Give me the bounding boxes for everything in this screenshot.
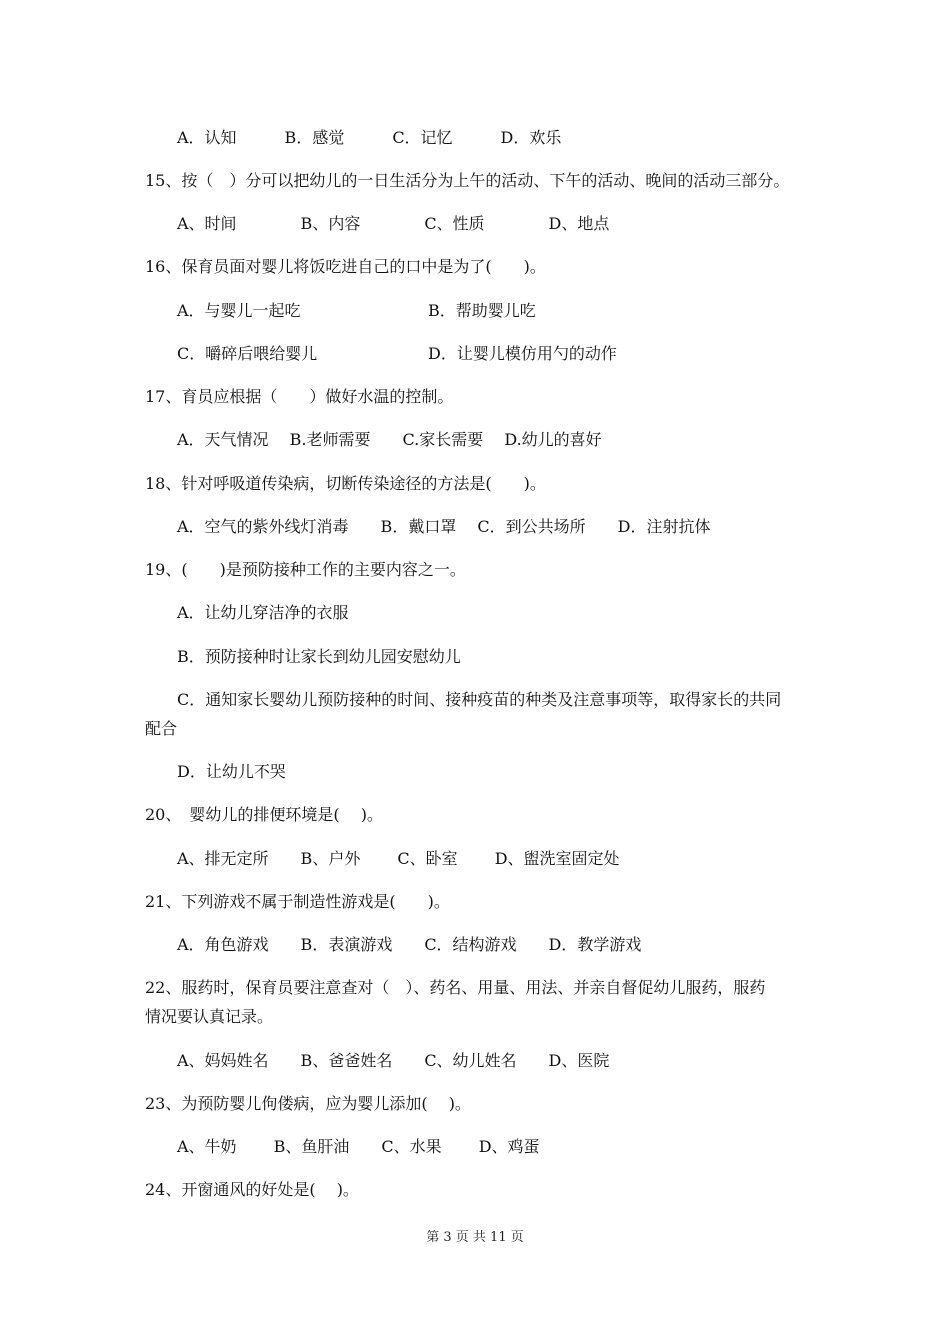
q16-option-b: B．帮助婴儿吃	[428, 301, 536, 320]
question-22-continued: 情况要认真记录。	[145, 1007, 274, 1026]
q16-option-c: C．嚼碎后喂给婴儿	[177, 344, 318, 363]
q19-option-d: D．让幼儿不哭	[177, 762, 286, 781]
q14-options: A．认知 B．感觉 C．记忆 D．欢乐	[177, 128, 562, 147]
question-15: 15、按（ ）分可以把幼儿的一日生活分为上午的活动、下午的活动、晚间的活动三部分。	[145, 171, 790, 190]
q17-options: A．天气情况 B.老师需要 C.家长需要 D.幼儿的喜好	[177, 430, 602, 449]
question-16: 16、保育员面对婴儿将饭吃进自己的口中是为了( )。	[145, 257, 546, 276]
question-24: 24、开窗通风的好处是( )。	[145, 1180, 359, 1199]
q19-option-a: A．让幼儿穿洁净的衣服	[177, 603, 349, 622]
q16-option-a: A．与婴儿一起吃	[177, 301, 301, 320]
question-19: 19、( )是预防接种工作的主要内容之一。	[145, 560, 466, 579]
question-18: 18、针对呼吸道传染病，切断传染途径的方法是( )。	[145, 474, 546, 493]
q15-options: A、时间 B、内容 C、性质 D、地点	[177, 214, 610, 233]
question-20: 20、 婴幼儿的排便环境是( )。	[145, 805, 383, 824]
question-22: 22、服药时，保育员要注意查对（ ）、药名、用量、用法、并亲自督促幼儿服药，服药	[145, 978, 766, 997]
q18-options: A．空气的紫外线灯消毒 B．戴口罩 C．到公共场所 D．注射抗体	[177, 517, 711, 536]
q21-options: A．角色游戏 B．表演游戏 C．结构游戏 D．教学游戏	[177, 935, 642, 954]
q19-option-c-continued: 配合	[145, 719, 178, 738]
q23-options: A、牛奶 B、鱼肝油 C、水果 D、鸡蛋	[177, 1137, 540, 1156]
question-17: 17、育员应根据（ ）做好水温的控制。	[145, 387, 454, 406]
q20-options: A、排无定所 B、户外 C、卧室 D、盥洗室固定处	[177, 849, 620, 868]
q19-option-b: B．预防接种时让家长到幼儿园安慰幼儿	[177, 647, 461, 666]
page-footer: 第 3 页 共 11 页	[426, 1230, 524, 1245]
question-23: 23、为预防婴儿佝偻病，应为婴儿添加( )。	[145, 1094, 471, 1113]
question-21: 21、下列游戏不属于制造性游戏是( )。	[145, 892, 450, 911]
q22-options: A、妈妈姓名 B、爸爸姓名 C、幼儿姓名 D、医院	[177, 1051, 610, 1070]
q16-option-d: D．让婴儿模仿用勺的动作	[428, 344, 617, 363]
q19-option-c: C．通知家长婴幼儿预防接种的时间、接种疫苗的种类及注意事项等，取得家长的共同	[177, 690, 782, 709]
